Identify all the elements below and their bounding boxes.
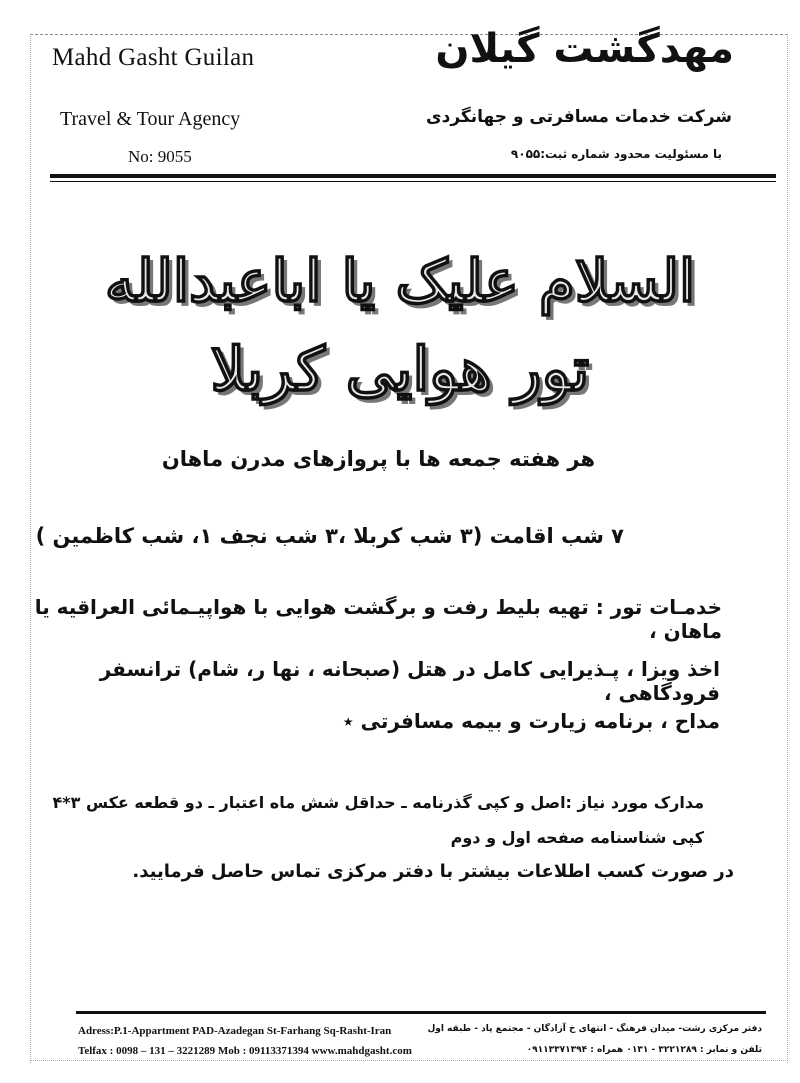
persian-company-subtitle: شرکت خدمات مسافرتی و جهانگردی — [426, 107, 732, 127]
salutation-title: السلام علیک یا اباعبدالله — [104, 247, 696, 315]
contact-office-line: در صورت کسب اطلاعات بیشتر با دفتر مرکزی تماس حاصل فرمایید. — [132, 861, 734, 882]
services-line-3: مداح ، برنامه زیارت و بیمه مسافرتی ٭ — [342, 709, 720, 733]
tour-title: تور هوایی کربلا — [210, 335, 590, 405]
border-bottom — [30, 1060, 788, 1061]
footer-address-english: Adress:P.1-Appartment PAD-Azadegan St-Farhang Sq-Rasht-Iran — [78, 1025, 392, 1037]
english-agency-subtitle: Travel & Tour Agency — [60, 108, 241, 130]
required-documents-line-2: کپی شناسنامه صفحه اول و دوم — [450, 828, 704, 847]
footer-divider — [76, 1011, 766, 1014]
required-documents-line-1: مدارک مورد نیاز :اصل و کپی گذرنامه ـ حداقل شش ماه اعتبار ـ دو قطعه عکس ۳*۴ — [52, 793, 704, 812]
border-right — [787, 34, 788, 1063]
persian-logo-text: مهدگشت گیلان — [435, 26, 734, 72]
header-divider-thick — [50, 174, 776, 178]
services-line-2: اخذ ویزا ، پـذیرایی کامل در هتل (صبحانه ، نها ر، شام) ترانسفر فرودگاهی ، — [99, 657, 720, 705]
border-left — [30, 34, 31, 1063]
footer-contacts-english: Telfax : 0098 – 131 – 3221289 Mob : 09113371394 www.mahdgasht.com — [78, 1045, 412, 1057]
weekly-flights-line: هر هفته جمعه ها با پروازهای مدرن ماهان — [161, 447, 595, 471]
stay-details-line: ۷ شب اقامت (۳ شب کربلا ،۳ شب نجف ۱، شب کاظمین ) — [35, 524, 624, 548]
services-line-1: خدمـات تور : تهیه بلیط رفت و برگشت هوایی با هواپیـمائی العراقیه یا ماهان ، — [34, 595, 722, 643]
footer-contacts-persian: تلفن و نمابر : ۳۲۲۱۲۸۹ - ۰۱۳۱ همراه : ۰۹۱۱۳۳۷۱۳۹۴ — [526, 1045, 762, 1055]
persian-registration-number: با مسئولیت محدود شماره ثبت:۹۰۵۵ — [510, 147, 722, 161]
english-registration-number: No: 9055 — [128, 147, 192, 166]
header-divider-thin — [50, 181, 776, 182]
footer-address-persian: دفتر مرکزی رشت- میدان فرهنگ - انتهای خ آزادگان - مجتمع پاد - طبقه اول — [427, 1024, 762, 1034]
english-company-name: Mahd Gasht Guilan — [52, 44, 255, 71]
